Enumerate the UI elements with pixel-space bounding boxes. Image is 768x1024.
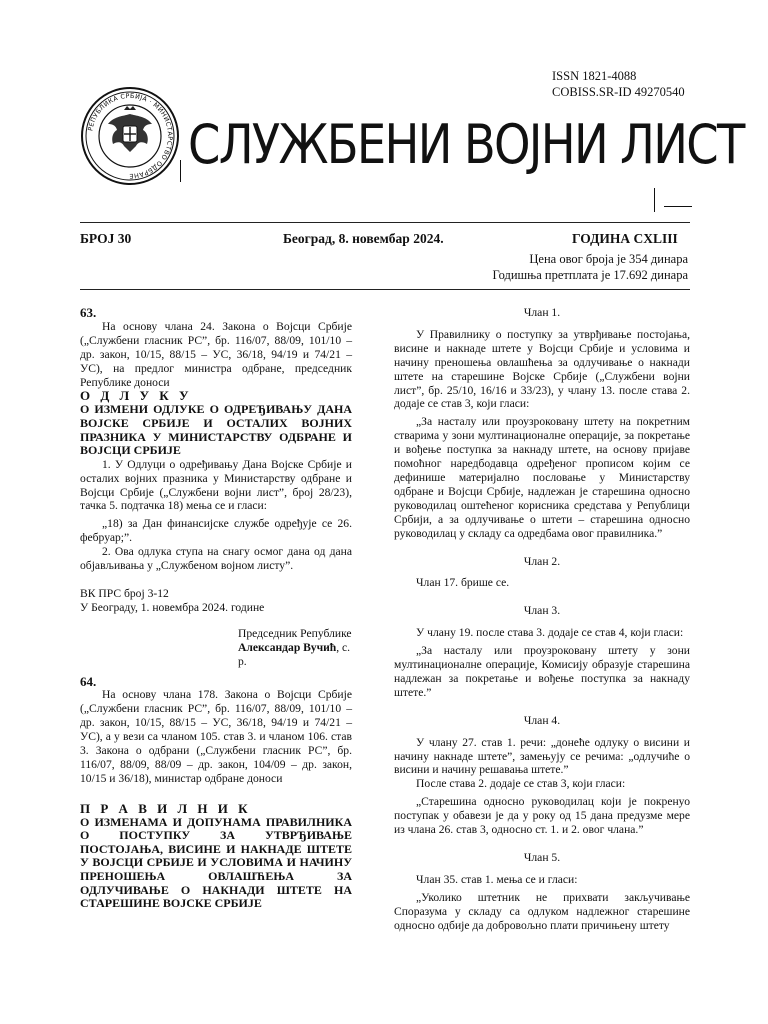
- rulebook-title: П Р А В И Л Н И К: [80, 800, 252, 816]
- issn: ISSN 1821-4088: [552, 69, 637, 83]
- subscription-price: Годишња претплата је 17.692 динара: [492, 268, 688, 282]
- left-column: [80, 306, 352, 911]
- article-1-heading: Члан 1.: [523, 306, 561, 319]
- cobiss-id: COBISS.SR-ID 49270540: [552, 85, 685, 99]
- ministry-emblem-icon: [80, 86, 180, 186]
- article-1-text: У Правилнику о поступку за утврђивање постојања, висине и накнаде штете у Војсци Србије и условима и начину преношења овлашћења за одлучивање о накнади штете на старешине Војске Србије („Службени војни лист”, бр. 25/10, 16/16 и 33/23), у члану 13. после става 2. додаје се став 3, који гласи:: [394, 327, 690, 411]
- right-column: [394, 306, 690, 933]
- issue-price: Цена овог броја је 354 динара: [529, 252, 688, 266]
- article-1-quote: „За насталу или проузроковану штету на покретним стварима у зони мултинационалне операције, за покретање и вођење поступка за накнаду штете, на основу пријаве помоћног наредбодавца одређеног прописом којим се дефинише материјално пословање у Министарству одбране и Војсци Србије, надлежан је старешина односно руководилац оштећеног корисника средстава у Републици Србији, а за одлучивање о штети – старешина односно руководилац у складу са одредбама овог правилника.”: [394, 415, 690, 540]
- header-rule-bottom: [80, 289, 690, 290]
- svg-text:РЕПУБЛИКА СРБИЈА · МИНИСТАРСТВ: РЕПУБЛИКА СРБИЈА · МИНИСТАРСТВО ОДБРАНЕ: [86, 91, 175, 181]
- signatory: [238, 641, 352, 669]
- masthead-title: СЛУЖБЕНИ ВОЈНИ ЛИСТ: [188, 113, 744, 176]
- act-number-63: 63.: [80, 305, 97, 320]
- issue-number: БРОЈ 30: [80, 231, 132, 246]
- crop-mark: [664, 206, 692, 207]
- price-block: [492, 251, 688, 283]
- signatory-name: Александар Вучић: [238, 640, 337, 654]
- issue-place-date: Београд, 8. новембар 2024.: [283, 231, 444, 246]
- decision-item-1: 1. У Одлуци о одређивању Дана Војске Србије и осталих војних празника у Министарству одбране и Војсци Србије („Службени војни лист”, број 28/23), тачка 5. подтачка 18) мења се и гласи:: [80, 457, 352, 513]
- article-4-quote: „Старешина односно руководилац који је покренуо поступак у обавези је да у року од 15 дана предузме мере из члана 26. став 3, односно ст. 1. и 2. овог члана.”: [394, 795, 690, 837]
- decision-subtitle: О ИЗМЕНИ ОДЛУКЕ О ОДРЕЂИВАЊУ ДАНА ВОЈСКЕ СРБИЈЕ И ОСТАЛИХ ВОЈНИХ ПРАЗНИКА У МИНИСТАРСТВУ ОДБРАНЕ И ВОЈСЦИ СРБИЈЕ: [80, 402, 352, 458]
- reference-number: ВК ПРС број 3-12: [80, 586, 169, 600]
- rulebook-preamble: На основу члана 178. Закона о Војсци Србије („Службени гласник РС”, бр. 116/07, 88/09, 101/10 – др. закон, 10/15, 88/15 – УС, 36/18, 94/19 и 74/21 – УС), а у вези са чланом 105. став 3. и чланом 106. став 3. Закона о одбрани („Службени гласник РС”, бр. 116/07, 88/09, 88/09 – др. закон, 104/09 – др. закон, 10/15 и 36/18), министар одбране доноси: [80, 688, 352, 785]
- decision-item-2: 2. Ова одлука ступа на снагу осмог дана од дана објављивања у „Службеном војном листу”.: [80, 545, 352, 573]
- article-3-heading: Члан 3.: [523, 604, 561, 618]
- issn-block: [552, 68, 685, 100]
- act-number-64: 64.: [80, 673, 97, 689]
- decision-title: О Д Л У К У: [80, 388, 192, 404]
- rulebook-subtitle: О ИЗМЕНАМА И ДОПУНАМА ПРАВИЛНИКА О ПОСТУПКУ ЗА УТВРЂИВАЊЕ ПОСТОЈАЊА, ВИСИНЕ И НАКНАДЕ ШТЕТЕ У ВОЈСЦИ СРБИЈЕ И УСЛОВИМА И НАЧИНУ ПРЕНОШЕЊА ОВЛАШЋЕЊА ЗА ОДЛУЧИВАЊЕ О НАКНАДИ ШТЕТЕ НА СТАРЕШИНЕ ВОЈСКЕ СРБИЈЕ: [80, 814, 352, 911]
- signatory-title: Председник Републике: [238, 626, 352, 640]
- article-5-heading: Члан 5.: [523, 851, 561, 864]
- header-rule-top: [80, 222, 690, 223]
- issue-year: ГОДИНА CXLIII: [572, 231, 678, 246]
- decision-place-date: У Београду, 1. новембра 2024. године: [80, 600, 265, 614]
- signatory-suffix: , с. р.: [238, 640, 351, 668]
- crop-mark: [180, 160, 181, 182]
- article-5-text: Члан 35. став 1. мења се и гласи:: [416, 872, 578, 886]
- article-2-text: Члан 17. брише се.: [416, 576, 510, 590]
- article-2-heading: Члан 2.: [523, 554, 561, 568]
- article-4-text-2: После става 2. додаје се став 3, који гласи:: [416, 777, 626, 791]
- decision-quote: „18) за Дан финансијске службе одређује се 26. фебруар;”.: [80, 517, 352, 545]
- article-5-quote: „Уколико штетник не прихвати закључивање Споразума у складу са одлуком надлежног старешине односно одбије да добровољно плати причињену штету: [394, 890, 690, 932]
- article-3-text: У члану 19. после става 3. додаје се став 4, који гласи:: [416, 626, 684, 640]
- article-4-text: У члану 27. став 1. речи: „донеће одлуку о висини и начину накнаде штете”, замењују се речима: „одлучиће о висини и начину решавања штете.”: [394, 735, 690, 777]
- article-3-quote: „За насталу или проузроковану штету у зони мултинационалне операције, Комисију образује старешина надлежан за покретање и вођење поступка за накнаду штете.”: [394, 644, 690, 699]
- decision-preamble: На основу члана 24. Закона о Војсци Србије („Службени гласник РС”, бр. 116/07, 88/09, 101/10 – др. закон, 10/15, 88/15 – УС, 36/18, 94/19 и 74/21 – УС), на предлог министра одбране, председник Републике доноси: [80, 319, 352, 389]
- article-4-heading: Члан 4.: [523, 713, 561, 727]
- crop-mark: [654, 188, 655, 212]
